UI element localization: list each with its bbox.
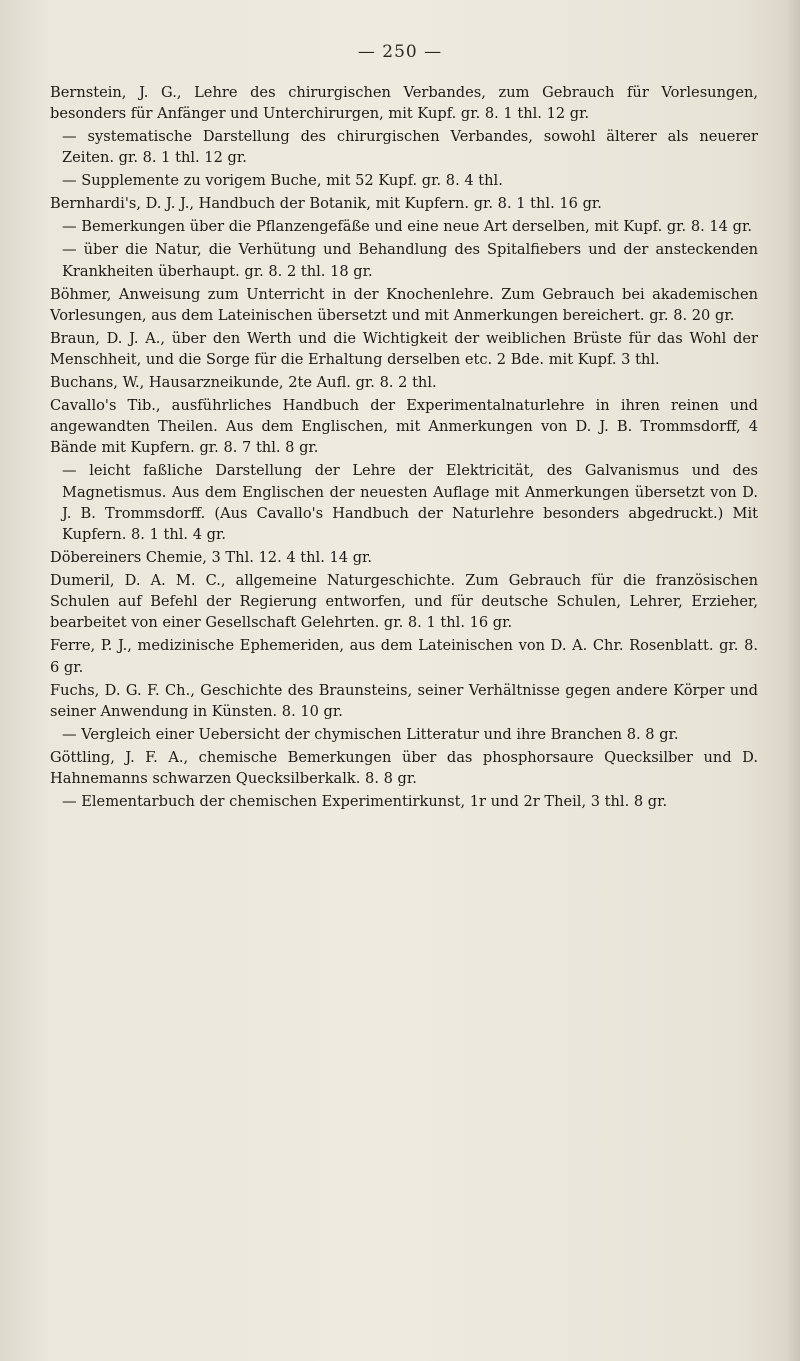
- catalog-entry: — Supplemente zu vorigem Buche, mit 52 Kupf. gr. 8. 4 thl.: [62, 172, 503, 190]
- page-edge-shadow: [786, 0, 800, 1361]
- catalog-entry: Fuchs, D. G. F. Ch., Geschichte des Braunsteins, seiner Verhältnisse gegen andere Körper und seiner Anwendung in Künsten. 8. 10 gr.: [50, 681, 758, 720]
- catalog-entry: — systematische Darstellung des chirurgischen Verbandes, sowohl älterer als neuerer Zeiten. gr. 8. 1 thl. 12 gr.: [62, 128, 758, 167]
- catalog-entry: Göttling, J. F. A., chemische Bemerkungen über das phosphorsaure Quecksilber und D. Hahnemanns schwarzen Quecksilberkalk. 8. 8 gr.: [50, 748, 758, 788]
- page-number: — 250 —: [357, 42, 443, 62]
- catalog-entry: Ferre, P. J., medizinische Ephemeriden, aus dem Lateinischen von D. A. Chr. Rosenblatt. gr. 8. 6 gr.: [50, 637, 758, 676]
- catalog-entry: — Bemerkungen über die Pflanzengefäße und eine neue Art derselben, mit Kupf. gr. 8. 14 gr.: [62, 218, 752, 236]
- catalog-column: [46, 82, 758, 814]
- catalog-entry: Bernhardi's, D. J. J., Handbuch der Botanik, mit Kupfern. gr. 8. 1 thl. 16 gr.: [50, 195, 602, 213]
- catalog-entry: Dumeril, D. A. M. C., allgemeine Naturgeschichte. Zum Gebrauch für die französischen Schulen auf Befehl der Regierung entworfen, und für deutsche Schulen, Lehrer, Erzieher, bearbeitet von einer Gesellschaft Gelehrten. gr. 8. 1 thl. 16 gr.: [50, 572, 758, 632]
- catalog-entry: Braun, D. J. A., über den Werth und die Wichtigkeit der weiblichen Brüste für das Wohl der Menschheit, und die Sorge für die Erhaltung derselben etc. 2 Bde. mit Kupf. 3 thl.: [50, 329, 758, 369]
- catalog-entry: — Elementarbuch der chemischen Experimentirkunst, 1r und 2r Theil, 3 thl. 8 gr.: [62, 793, 668, 811]
- catalog-entry: — über die Natur, die Verhütung und Behandlung des Spitalfiebers und der ansteckenden Krankheiten überhaupt. gr. 8. 2 thl. 18 gr.: [62, 241, 758, 280]
- catalog-entry: — Vergleich einer Uebersicht der chymischen Litteratur und ihre Branchen 8. 8 gr.: [62, 725, 679, 743]
- catalog-entry: Böhmer, Anweisung zum Unterricht in der Knochenlehre. Zum Gebrauch bei akademischen Vorlesungen, aus dem Lateinischen übersetzt und mit Anmerkungen bereichert. gr. 8. 20 gr.: [50, 285, 758, 324]
- catalog-entry: Cavallo's Tib., ausführliches Handbuch der Experimentalnaturlehre in ihren reinen und angewandten Theilen. Aus dem Englischen, mit Anmerkungen von D. J. B. Trommsdorff, 4 Bände mit Kupfern. gr. 8. 7 thl. 8 gr.: [50, 397, 758, 457]
- catalog-entry: Bernstein, J. G., Lehre des chirurgischen Verbandes, zum Gebrauch für Vorlesungen, besonders für Anfänger und Unterchirurgen, mit Kupf. gr. 8. 1 thl. 12 gr.: [50, 84, 758, 123]
- catalog-entry: Buchans, W., Hausarzneikunde, 2te Aufl. gr. 8. 2 thl.: [50, 374, 437, 392]
- catalog-entry: — leicht faßliche Darstellung der Lehre der Elektricität, des Galvanismus und des Magnetismus. Aus dem Englischen der neuesten Auflage mit Anmerkungen übersetzt von D. J. B. Trommsdorff. (Aus Cavallo's Handbuch der Naturlehre besonders abgedruckt.) Mit Kupfern. 8. 1 thl. 4 gr.: [62, 462, 758, 544]
- catalog-entry: Döbereiners Chemie, 3 Thl. 12. 4 thl. 14 gr.: [50, 549, 373, 567]
